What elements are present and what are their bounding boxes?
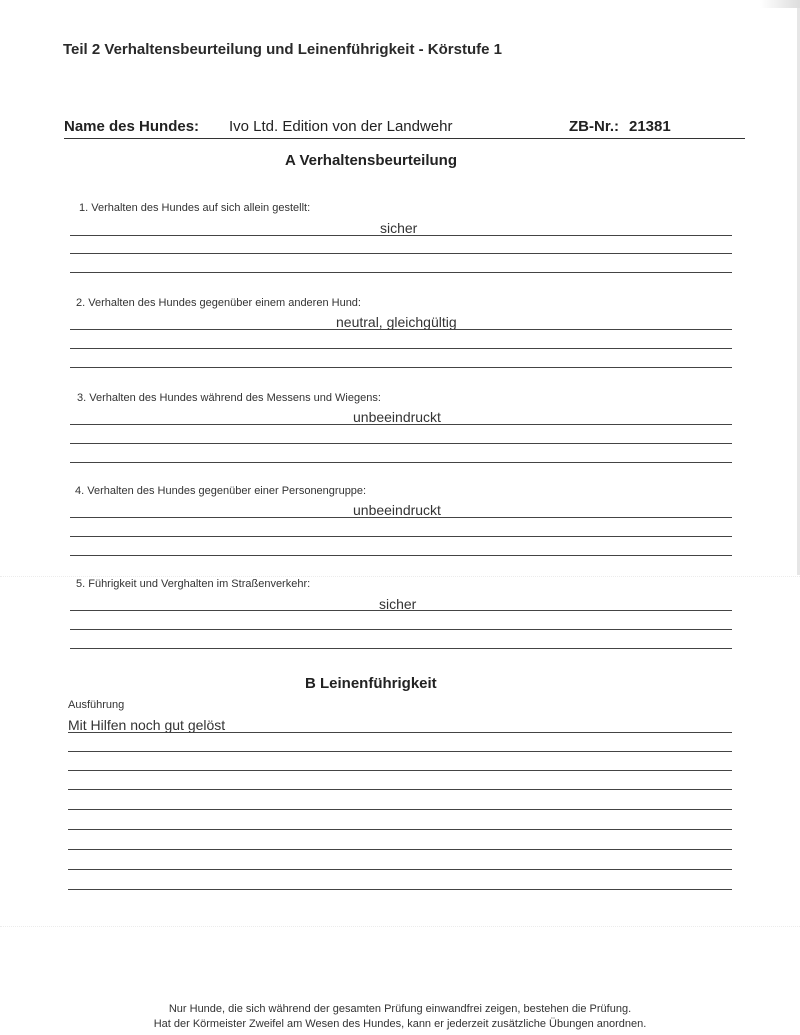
question-5-answer: sicher: [379, 596, 417, 612]
answer-line: [70, 648, 732, 649]
question-1-answer: sicher: [380, 220, 418, 236]
zb-label: ZB-Nr.:: [569, 118, 619, 135]
footer-note-1: Nur Hunde, die sich während der gesamten Prüfung einwandfrei zeigen, bestehen die Prüfung.: [168, 1003, 632, 1015]
answer-line: [68, 751, 732, 752]
section-a-heading: A Verhaltensbeurteilung: [285, 152, 457, 169]
answer-line: [70, 367, 732, 368]
answer-line: [68, 889, 732, 890]
answer-line: [70, 272, 732, 273]
answer-line: [70, 462, 732, 463]
scan-noise: [0, 926, 800, 931]
answer-line: [70, 235, 732, 236]
answer-line: [70, 536, 732, 537]
execution-answer: Mit Hilfen noch gut gelöst: [68, 717, 226, 733]
question-4-answer: unbeeindruckt: [353, 502, 441, 518]
dog-name-row: [64, 118, 745, 139]
answer-line: [70, 610, 732, 611]
answer-line: [68, 869, 732, 870]
execution-label: Ausführung: [68, 699, 125, 711]
answer-line: [68, 849, 732, 850]
answer-line: [68, 829, 732, 830]
dog-name-label: Name des Hundes:: [64, 118, 200, 135]
question-3-label: 3. Verhalten des Hundes während des Messens und Wiegens:: [77, 392, 381, 404]
question-1-label: 1. Verhalten des Hundes auf sich allein gestellt:: [79, 202, 311, 214]
answer-line: [70, 348, 732, 349]
answer-line: [70, 629, 732, 630]
answer-line: [68, 789, 732, 790]
answer-line: [70, 253, 732, 254]
answer-line: [68, 770, 732, 771]
answer-line: [68, 809, 732, 810]
section-b-heading: B Leinenführigkeit: [305, 675, 437, 692]
scan-corner: [760, 0, 800, 8]
question-4-label: 4. Verhalten des Hundes gegenüber einer Personengruppe:: [75, 485, 367, 497]
answer-line: [68, 732, 732, 733]
answer-line: [70, 443, 732, 444]
page-title: Teil 2 Verhaltensbeurteilung und Leinenführigkeit - Körstufe 1: [63, 41, 502, 58]
answer-line: [70, 517, 732, 518]
answer-line: [70, 424, 732, 425]
dog-name-value: Ivo Ltd. Edition von der Landwehr: [229, 118, 453, 135]
question-5-label: 5. Führigkeit und Verghalten im Straßenverkehr:: [76, 578, 311, 590]
zb-value: 21381: [629, 118, 671, 135]
answer-line: [70, 555, 732, 556]
question-2-answer: neutral, gleichgültig: [336, 314, 457, 330]
footer-note-2: Hat der Körmeister Zweifel am Wesen des Hundes, kann er jederzeit zusätzliche Übungen anordnen.: [153, 1018, 647, 1030]
question-2-label: 2. Verhalten des Hundes gegenüber einem anderen Hund:: [76, 297, 361, 309]
answer-line: [70, 329, 732, 330]
question-3-answer: unbeeindruckt: [353, 409, 441, 425]
